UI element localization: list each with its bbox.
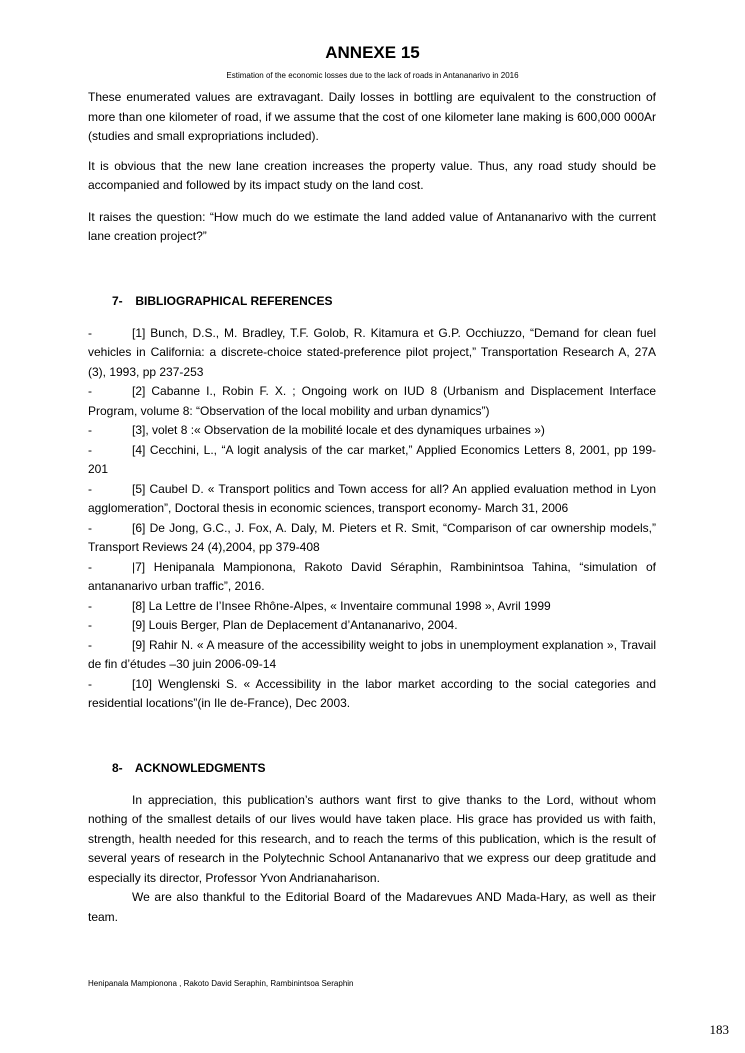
reference-item — [88, 597, 656, 617]
reference-text: |7] Henipanala Mampionona, Rakoto David Séraphin, Rambinintsoa Tahina, “simulation of antananarivo urban traffic”, 2016. — [88, 559, 656, 593]
reference-text: [1] Bunch, D.S., M. Bradley, T.F. Golob, R. Kitamura et G.P. Occhiuzzo, “Demand for clean fuel vehicles in California: a discrete-choice stated-preference pilot project,” Transportation Research A, 27A (3), 1993, pp 237-253 — [88, 325, 656, 379]
reference-item — [88, 441, 656, 480]
reference-item — [88, 675, 656, 714]
intro-paragraph-3: It raises the question: “How much do we estimate the land added value of Antananarivo with the current lane creation project?” — [88, 209, 656, 243]
list-bullet: - — [88, 676, 92, 691]
reference-text: [4] Cecchini, L., “A logit analysis of the car market,” Applied Economics Letters 8, 2001, pp 199-201 — [88, 442, 656, 476]
reference-list — [88, 324, 656, 714]
reference-text: [10] Wenglenski S. « Accessibility in the labor market according to the social categories and residential locations”(in Ile de-France), Dec 2003. — [88, 676, 656, 710]
intro-paragraph-1: These enumerated values are extravagant. Daily losses in bottling are equivalent to the construction of more than one kilometer of road, if we assume that the cost of one kilometer lane making is 600,000 000Ar (studies and small expropriations included). — [88, 90, 656, 143]
list-bullet: - — [88, 637, 92, 652]
section-number: 7- — [112, 293, 123, 308]
section-title: BIBLIOGRAPHICAL REFERENCES — [135, 293, 333, 308]
list-bullet: - — [88, 423, 92, 437]
footer-authors: Henipanala Mampionona , Rakoto David Seraphin, Rambinintsoa Seraphin — [88, 979, 354, 988]
section-title: ACKNOWLEDGMENTS — [134, 760, 266, 775]
acknowledgment-paragraph-2: We are also thankful to the Editorial Board of the Madarevues AND Mada-Hary, as well as their team. — [88, 890, 656, 924]
section-number: 8- — [112, 760, 123, 775]
reference-item — [88, 480, 656, 519]
reference-item — [88, 421, 656, 441]
reference-item — [88, 519, 656, 558]
list-bullet: - — [88, 520, 92, 535]
bibliography-heading — [112, 291, 656, 311]
acknowledgment-paragraph-1: In appreciation, this publication’s authors want first to give thanks to the Lord, without whom nothing of the smallest details of our lives would have taken place. His grace has provided us with faith, strength, health needed for this research, and to reach the terms of this publication, which is the result of several years of research in the Polytechnic School Antananarivo that we express our deep gratitude and especially its director, Professor Yvon Andrianaharison. — [88, 792, 656, 885]
list-bullet: - — [88, 598, 92, 613]
annex-subtitle: Estimation of the economic losses due to the lack of roads in Antananarivo in 2016 — [226, 71, 519, 80]
page-number: 183 — [709, 1022, 729, 1037]
reference-item — [88, 324, 656, 383]
reference-item — [88, 558, 656, 597]
reference-item — [88, 636, 656, 675]
reference-text: [3], volet 8 :« Observation de la mobilité locale et des dynamiques urbaines ») — [132, 423, 545, 437]
annex-title: ANNEXE 15 — [325, 43, 420, 62]
reference-item — [88, 616, 656, 636]
reference-text: [2] Cabanne I., Robin F. X. ; Ongoing work on IUD 8 (Urbanism and Displacement Interface Program, volume 8: “Observation of the local mobility and urban dynamics”) — [88, 384, 656, 418]
list-bullet: - — [88, 325, 92, 340]
reference-text: [9] Louis Berger, Plan de Deplacement d’Antananarivo, 2004. — [132, 618, 458, 632]
list-bullet: - — [88, 481, 92, 496]
acknowledgments-heading — [112, 758, 656, 778]
reference-item — [88, 382, 656, 421]
list-bullet: - — [88, 559, 92, 574]
acknowledgments-body — [88, 791, 656, 928]
reference-text: [8] La Lettre de l’Insee Rhône-Alpes, « Inventaire communal 1998 », Avril 1999 — [132, 598, 551, 613]
reference-text: [5] Caubel D. « Transport politics and Town access for all? An applied evaluation method in Lyon agglomeration”, Doctoral thesis in economic sciences, transport economy- March 31, 2006 — [88, 481, 656, 515]
reference-text: [6] De Jong, G.C., J. Fox, A. Daly, M. Pieters et R. Smit, “Comparison of car ownership models,” Transport Reviews 24 (4),2004, pp 379-408 — [88, 520, 656, 554]
list-bullet: - — [88, 442, 92, 457]
list-bullet: - — [88, 618, 92, 632]
reference-text: [9] Rahir N. « A measure of the accessibility weight to jobs in unemployment explanation », Travail de fin d’études –30 juin 2006-09-14 — [88, 637, 656, 671]
main-content — [88, 88, 656, 927]
intro-paragraph-2: It is obvious that the new lane creation increases the property value. Thus, any road study should be accompanied and followed by its impact study on the land cost. — [88, 158, 656, 192]
list-bullet: - — [88, 384, 92, 398]
